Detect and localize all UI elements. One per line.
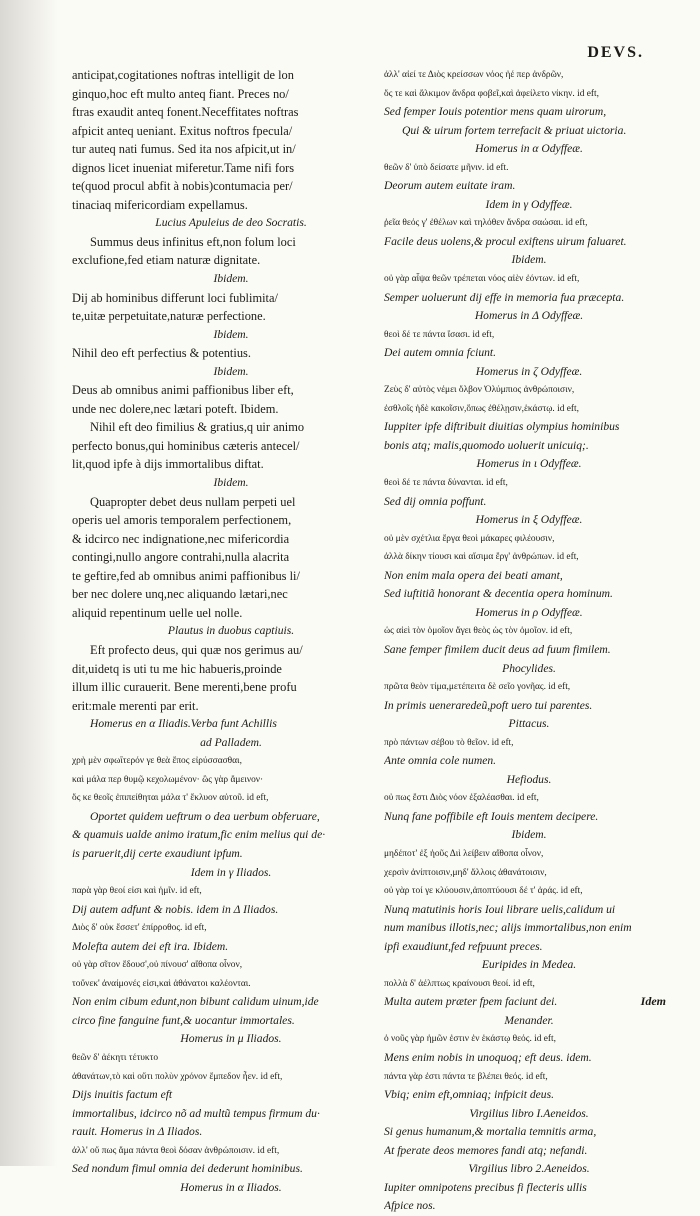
left-column-line: contingi,nullo angore contrahi,nulla alacrita <box>72 550 290 565</box>
left-column-line: te,uitæ perpetuitate,naturæ perfectione. <box>72 309 266 324</box>
left-column <box>72 66 390 1197</box>
right-column-line: Nunq fane poffibile eft Iouis mentem decipere. <box>384 809 599 823</box>
left-column-line: tinaciaq mifericordiam expellamus. <box>72 197 248 212</box>
left-column-line: circo fine fanguine funt,& uocantur immortales. <box>72 1013 295 1027</box>
left-column-line: Molefta autem dei eft ira. Ibidem. <box>72 939 229 953</box>
left-column-line: lit,quod ipfe à dijs immortalibus diftat. <box>72 457 264 472</box>
left-column-line: Διὸς δ' οὐκ ἔσσετ' ἐπίρροθος. id eft, <box>72 923 207 934</box>
left-column-line: ἀλλ' οὔ πως ἅμα πάντα θεοὶ δόσαν ἀνθρώποισιν. id eft, <box>72 1145 280 1156</box>
left-column-line: Nihil deo eft perfectius & potentius. <box>72 346 251 361</box>
left-column-line: ber nec dolere unq,nec aliquando lætari,nec <box>72 587 288 602</box>
left-column-line: Ibidem. <box>213 364 249 378</box>
right-column-line: Ante omnia cole numen. <box>384 754 497 768</box>
left-column-line: illum illic curauerit. Bene merenti,bene profu <box>72 680 297 695</box>
right-column-line: Pittacus. <box>508 717 550 731</box>
right-column-line: ὅς τε καὶ ἄλκιμον ἄνδρα φοβεῖ,καὶ ἀφείλετο νίκην. id eft, <box>384 88 599 99</box>
left-column-line: Dij ab hominibus differunt loci fublimita/ <box>72 290 278 305</box>
left-column-line: Homerus in μ Iliados. <box>180 1032 282 1046</box>
right-column-line: Non enim mala opera dei beati amant, <box>384 568 563 582</box>
left-column-line: erit:male merenti par erit. <box>72 698 199 713</box>
right-column-line: Ζεὺς δ' αὐτὸς νέμει ὄλβον Ὀλύμπιος ἀνθρώποισιν, <box>384 385 575 396</box>
right-column-line: οὐ γὰρ τοί γε κλύουσιν,ἀποπτύουσι δέ τ' ἀράς. id eft, <box>384 886 583 897</box>
right-column-line: Homerus in ι Odyffeæ. <box>476 457 582 471</box>
left-column-line: θεῶν δ' ἀέκητι τέτυκτο <box>72 1052 159 1063</box>
right-column-line: Homerus in ζ Odyffeæ. <box>475 364 583 378</box>
left-column-line: Homerus in α Iliados. <box>180 1180 282 1194</box>
left-column-line: τοὔνεκ' ἀναίμονές εἰσι,καὶ ἀθάνατοι καλέονται. <box>72 978 251 989</box>
right-column-line: Phocylides. <box>502 661 556 675</box>
right-column-line: Deorum autem euitate iram. <box>384 179 516 193</box>
right-column-line: Sed dij omnia poffunt. <box>384 494 487 508</box>
left-column-line: te(quod procul abfit à nobis)contumacia per/ <box>72 179 293 194</box>
right-column-line: Si genus humanum,& mortalia temnitis arma, <box>384 1125 597 1139</box>
right-column-line: οὐ μὲν σχέτλια ἔργα θεοὶ μάκαρες φιλέουσιν, <box>384 533 555 544</box>
right-column-line: οὐ πως ἔστι Διὸς νόον ἐξαλέασθαι. id eft, <box>384 793 539 804</box>
left-column-line: anticipat,cogitationes noftras intelligit de lon <box>72 68 294 82</box>
left-column-line: Oportet quidem ueftrum o dea uerbum obferuare, <box>90 809 320 823</box>
left-column-line: aliquid repentinum uelle uel nolle. <box>72 605 243 620</box>
left-column-line: operis uel amoris temporalem perfectionem, <box>72 513 292 528</box>
right-column <box>384 66 674 1216</box>
left-column-line: Deus ab omnibus animi paffionibus liber eft, <box>72 383 294 398</box>
left-column-line: ginquo,hoc eft multo anteq fiant. Preces no/ <box>72 86 289 101</box>
left-column-line: ftras exaudit anteq fonent.Neceffitates noftras <box>72 105 299 120</box>
right-column-line: Iupiter omnipotens precibus fi flecteris ullis <box>384 1180 587 1194</box>
right-column-line: Nunq matutinis horis Ioui librare uelis,calidum ui <box>384 902 616 916</box>
right-column-line: πρῶτα θεὸν τίμα,μετέπειτα δὲ σεῖο γονῆας. id eft, <box>384 682 571 693</box>
left-column-line: Non enim cibum edunt,non bibunt calidum uinum,ide <box>72 995 319 1009</box>
right-column-line: Idem in γ Odyffeæ. <box>485 197 573 211</box>
left-column-line: Sed nondum fimul omnia dei dederunt hominibus. <box>72 1162 303 1176</box>
left-column-line: χρὴ μὲν σφωΐτερόν γε θεὰ ἔπος εἰρύσσασθαι, <box>72 756 242 767</box>
left-column-line: is paruerit,dij certe exaudiunt ipfum. <box>72 846 243 860</box>
left-column-line: Ibidem. <box>213 476 249 490</box>
left-column-line: exclufione,fed etiam naturæ dignitate. <box>72 253 261 268</box>
right-column-line: ἀλλὰ δίκην τίουσι καὶ αἴσιμα ἔργ' ἀνθρώπων. id eft, <box>384 552 579 563</box>
right-column-line: Mens enim nobis in unoquoq; eft deus. idem. <box>384 1050 592 1064</box>
right-column-line: Homerus in Δ Odyffeæ. <box>474 309 584 323</box>
left-column-line: Dij autem adfunt & nobis. idem in Δ Iliados. <box>72 902 279 916</box>
right-column-line: ὁ νοῦς γὰρ ἡμῶν ἐστιν ἐν ἑκάστῳ θεός. id eft, <box>384 1034 557 1045</box>
right-column-line: Sed femper Iouis potentior mens quam uirorum, <box>384 105 607 119</box>
right-column-line: πάντα γὰρ ἐστι πάντα τε βλέπει θεός. id eft, <box>384 1071 548 1082</box>
left-column-line: Nihil eft deo fimilius & gratius,q uir animo <box>90 420 305 435</box>
left-column-line: καὶ μάλα περ θυμῷ κεχολωμένον· ὣς γὰρ ἄμεινον· <box>72 774 264 785</box>
right-column-line: Iuppiter ipfe diftribuit diuitias olympius hominibus <box>384 420 620 434</box>
right-column-line: Homerus in ρ Odyffeæ. <box>475 605 583 619</box>
left-column-line: dit,uidetq is uti tu me hic habueris,proinde <box>72 661 282 676</box>
left-column-line: Idem in γ Iliados. <box>190 865 272 879</box>
left-column-line: & quamuis ualde animo iratum,fic enim melius qui de· <box>72 828 326 842</box>
right-column-line: Multa autem præter fpem faciunt dei. <box>384 995 558 1009</box>
right-column-line: ἐσθλοῖς ἠδὲ κακοῖσιν,ὅπως ἐθέλῃσιν,ἑκάστῳ. id eft, <box>384 403 579 414</box>
right-column-line: ὡς αἰεὶ τὸν ὁμοῖον ἄγει θεὸς ὡς τὸν ὁμοῖον. id eft, <box>384 626 573 637</box>
left-column-line: ἀθανάτων,τὸ καὶ οὔτι πολὺν χρόνον ἔμπεδον ἦεν. id eft, <box>72 1071 283 1082</box>
right-column-line: Semper uoluerunt dij effe in memoria fua præcepta. <box>384 290 625 304</box>
left-column-line: rauit. Homerus in Δ Iliados. <box>72 1125 203 1139</box>
right-column-line: Virgilius libro 2.Aeneidos. <box>468 1162 590 1176</box>
left-column-line: dignos licet inueniat miferetur.Tame nifi fors <box>72 160 295 175</box>
left-column-line: παρὰ γὰρ θεοί εἰσι καὶ ἡμῖν. id eft, <box>72 886 202 897</box>
right-column-line: num manibus illotis,nec; alijs immortalibus,non enim <box>384 921 632 935</box>
right-column-line: Sane femper fimilem ducit deus ad fuum fimilem. <box>384 642 611 656</box>
right-column-line: Menander. <box>504 1013 554 1027</box>
right-column-line: πρὸ πάντων σέβου τὸ θεῖον. id eft, <box>384 737 514 748</box>
right-column-line: Dei autem omnia fciunt. <box>384 346 497 360</box>
left-column-line: Ibidem. <box>213 272 249 286</box>
left-column-line: οὐ γὰρ σῖτον ἔδουσ',οὐ πίνουσ' αἴθοπα οἶνον, <box>72 960 243 971</box>
right-column-line: Euripides in Medea. <box>481 958 577 972</box>
left-column-line: Lucius Apuleius de deo Socratis. <box>155 216 307 230</box>
right-column-line: In primis ueneraredeũ,poft uero tui parentes. <box>384 698 593 712</box>
left-column-line: ad Palladem. <box>200 735 262 749</box>
left-column-line: Eft profecto deus, qui quæ nos gerimus au/ <box>90 642 303 657</box>
right-column-line: bonis atq; malis,quomodo uoluerit unicuiq;. <box>384 438 589 452</box>
right-column-line: At fperate deos memores fandi atq; nefandi. <box>384 1143 588 1157</box>
right-column-line: Ibidem. <box>511 253 547 267</box>
left-column-line: Ibidem. <box>213 327 249 341</box>
right-column-line: θεῶν δ' ὑπὸ δείσατε μῆνιν. id eft. <box>384 162 509 173</box>
right-column-line: Homerus in α Odyffeæ. <box>475 142 583 156</box>
left-column-line: unde nec dolere,nec lætari poteft. Ibidem. <box>72 401 279 416</box>
right-column-line: Virgilius libro I.Aeneidos. <box>469 1106 589 1120</box>
right-column-line: θεοὶ δέ τε πάντα ἴσασι. id eft, <box>384 329 495 340</box>
right-column-line: θεοὶ δέ τε πάντα δύνανται. id eft, <box>384 478 508 489</box>
running-head: DEVS. <box>587 44 644 61</box>
left-column-line: Homerus en α Iliadis.Verba funt Achillis <box>90 717 277 731</box>
left-column-line: Dijs inuitis factum eft <box>72 1088 173 1102</box>
right-column-line: Hefiodus. <box>506 772 552 786</box>
left-column-line: ὅς κε θεοῖς ἐπιπείθηται μάλα τ' ἔκλυον αὐτοῦ. id eft, <box>72 793 269 804</box>
right-column-line: Vbiq; enim eft,omniaq; infpicit deus. <box>384 1088 555 1102</box>
left-column-line: immortalibus, idcirco nõ ad multũ tempus firmum du· <box>72 1106 320 1120</box>
page-gutter-shadow <box>0 0 58 1166</box>
right-column-line: ipfi exaudiunt,fed refpuunt preces. <box>384 939 543 953</box>
right-column-line: Sed iuftitiã honorant & decentia opera hominum. <box>384 587 613 601</box>
left-column-line: Summus deus infinitus eft,non folum loci <box>90 234 296 249</box>
left-column-line: & idcirco nec indignatione,nec mifericordia <box>72 531 290 546</box>
left-column-line: perfecto bonus,qui hominibus cæteris antecel/ <box>72 438 300 453</box>
catchword: Idem <box>640 994 666 1008</box>
left-column-line: afpicit anteq ueniant. Exitus noftros fpecula/ <box>72 123 293 138</box>
left-column-line: Plautus in duobus captiuis. <box>167 624 295 638</box>
right-column-line: πολλὰ δ' ἀέλπτως κραίνουσι θεοί. id eft, <box>384 978 535 989</box>
right-column-line: Afpice nos. <box>384 1199 436 1213</box>
right-column-line: Facile deus uolens,& procul exiftens uirum faluaret. <box>384 234 627 248</box>
right-column-line: οὐ γὰρ αἶψα θεῶν τρέπεται νόος αἰὲν ἐόντων. id eft, <box>384 274 580 285</box>
right-column-line: ἀλλ' αἰεί τε Διὸς κρείσσων νόος ἠέ περ ἀνδρῶν, <box>384 70 564 80</box>
right-column-line: Ibidem. <box>511 828 547 842</box>
left-column-line: te geftire,fed ab omnibus animi paffionibus li/ <box>72 568 300 583</box>
right-column-line: χερσὶν ἀνίπτοισιν,μηδ' ἄλλοις ἀθανάτοισιν, <box>384 867 547 878</box>
left-column-line: Quapropter debet deus nullam perpeti uel <box>90 494 296 509</box>
right-column-line: Homerus in ξ Odyffeæ. <box>475 513 583 527</box>
right-column-line: Qui & uirum fortem terrefacit & priuat uictoria. <box>402 123 627 137</box>
left-column-line: tur auteq nati fumus. Sed ita nos afpicit,ut in/ <box>72 142 296 157</box>
right-column-line: ῥεῖα θεός γ' ἐθέλων καὶ τηλόθεν ἄνδρα σαώσαι. id eft, <box>384 218 588 229</box>
right-column-line: μηδέποτ' ἐξ ἠοῦς Διὶ λείβειν αἴθοπα οἶνον, <box>384 848 544 859</box>
